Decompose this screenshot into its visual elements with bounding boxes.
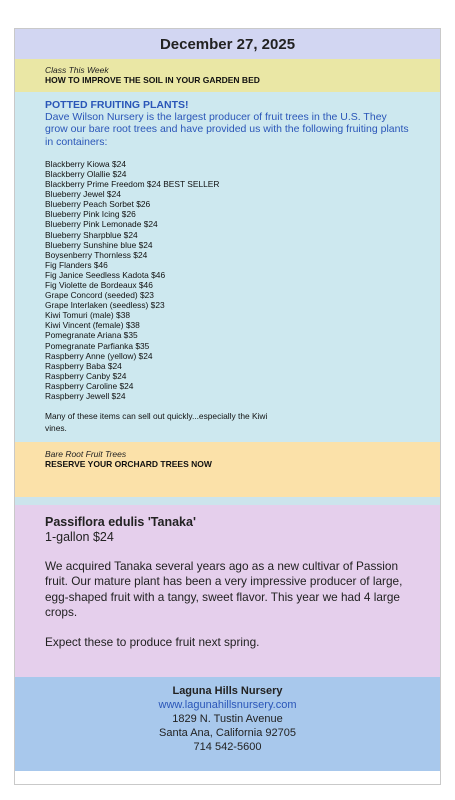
plant-list-item: Blueberry Peach Sorbet $26 — [45, 199, 151, 210]
newsletter-page — [14, 28, 441, 785]
class-this-week-section — [15, 59, 440, 92]
section-divider-band — [15, 497, 440, 505]
footer-contact — [15, 677, 440, 771]
plant-list-item: Blueberry Pink Lemonade $24 — [45, 219, 158, 230]
plant-list-item: Blueberry Sunshine blue $24 — [45, 239, 153, 250]
plant-list-item: Kiwi Vincent (female) $38 — [45, 320, 140, 331]
date-header — [15, 29, 440, 59]
bare-root-kicker: Bare Root Fruit Trees — [45, 449, 127, 459]
plant-list-item: Blueberry Sharpblue $24 — [45, 229, 138, 240]
passiflora-section — [15, 505, 440, 677]
plant-list-item: Pomegranate Parfianka $35 — [45, 340, 150, 351]
plant-list-item: Raspberry Canby $24 — [45, 370, 127, 381]
plant-list — [45, 159, 410, 401]
plant-list-item: Blackberry Prime Freedom $24 BEST SELLER — [45, 179, 220, 190]
passiflora-closing: Expect these to produce fruit next spring. — [45, 635, 260, 650]
passiflora-size-price: 1-gallon $24 — [45, 530, 114, 544]
potted-fruiting-plants-section — [15, 92, 440, 442]
plant-list-item: Fig Violette de Bordeaux $46 — [45, 280, 153, 291]
plant-list-item: Raspberry Baba $24 — [45, 360, 122, 371]
plant-list-item: Raspberry Caroline $24 — [45, 380, 134, 391]
plant-list-item: Pomegranate Ariana $35 — [45, 330, 138, 341]
plant-list-item: Boysenberry Thornless $24 — [45, 249, 148, 260]
plant-list-item: Grape Interlaken (seedless) $23 — [45, 300, 165, 311]
address-line-1: 1829 N. Tustin Avenue — [172, 713, 283, 725]
page-bottom-margin — [15, 771, 440, 785]
passiflora-description: We acquired Tanaka several years ago as a new cultivar of Passion fruit. Our mature plant has been a very impressive producer of large, egg-shaped fruit with a tangy, sweet flavor. This year we had 4 large crops. — [45, 559, 403, 619]
nursery-website-link[interactable]: www.lagunahillsnursery.com — [158, 699, 297, 711]
plant-list-item: Kiwi Tomuri (male) $38 — [45, 310, 131, 321]
newsletter-date: December 27, 2025 — [159, 36, 296, 53]
plant-list-item: Blackberry Kiowa $24 — [45, 158, 126, 169]
plant-list-item: Blueberry Pink Icing $26 — [45, 209, 136, 220]
potted-intro: Dave Wilson Nursery is the largest producer of fruit trees in the U.S. They grow our bare root trees and have provided us with the following fruiting plants in containers: — [45, 111, 409, 148]
bare-root-section — [15, 442, 440, 497]
potted-title: POTTED FRUITING PLANTS! — [45, 99, 189, 111]
plant-list-item: Blueberry Jewel $24 — [45, 189, 121, 200]
class-kicker: Class This Week — [45, 65, 109, 75]
nursery-name: Laguna Hills Nursery — [172, 685, 283, 697]
plant-list-item: Fig Flanders $46 — [45, 259, 108, 270]
plant-list-item: Grape Concord (seeded) $23 — [45, 290, 154, 301]
plant-list-item: Raspberry Jewell $24 — [45, 391, 126, 402]
plant-list-item: Blackberry Olallie $24 — [45, 168, 127, 179]
potted-note: Many of these items can sell out quickly...especially the Kiwi vines. — [45, 411, 268, 433]
plant-list-item: Raspberry Anne (yellow) $24 — [45, 350, 153, 361]
bare-root-heading: RESERVE YOUR ORCHARD TREES NOW — [45, 459, 212, 469]
phone-number: 714 542-5600 — [193, 741, 262, 753]
passiflora-title: Passiflora edulis 'Tanaka' — [45, 515, 196, 529]
address-line-2: Santa Ana, California 92705 — [159, 727, 296, 739]
plant-list-item: Fig Janice Seedless Kadota $46 — [45, 269, 166, 280]
class-heading: HOW TO IMPROVE THE SOIL IN YOUR GARDEN BED — [45, 75, 260, 85]
